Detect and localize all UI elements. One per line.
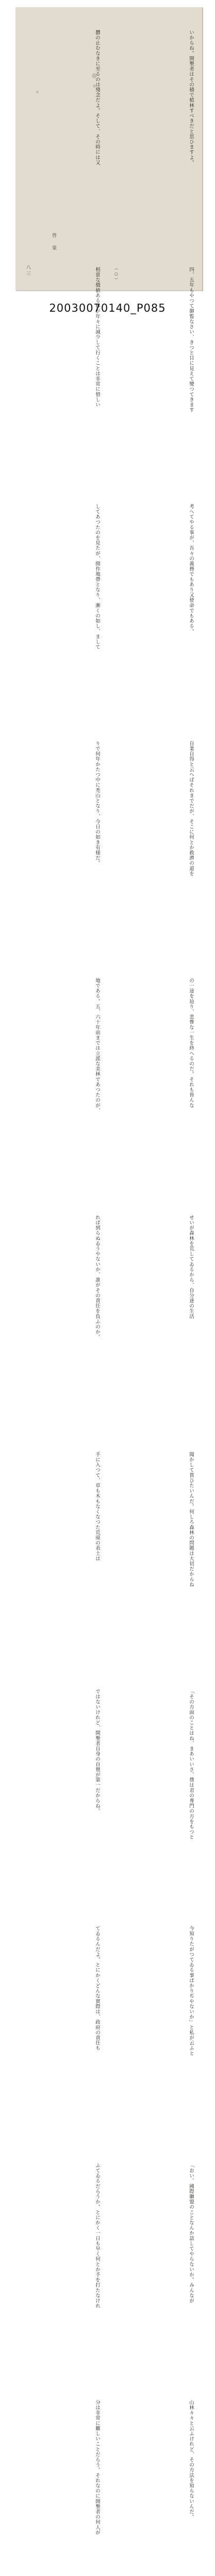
text-column: 聞かして貰ひたいんだ。何しろ森林の問題は大切だからね — [188, 1452, 194, 1587]
text-column: れば到らぬゐうやないか、誰がその責任を負ふのか。 — [94, 1215, 100, 1340]
text-column: ではないけれど、開墾者自身の自覺が第一だからね。 — [94, 1689, 100, 1814]
text-column: 地である。五、六十年前までは立派な美林であつたのが、 — [94, 978, 100, 1113]
text-column: 相當な價値ある林が年々に減少して行くことは非常に惜しい — [94, 267, 100, 408]
text-column: 手に入つて、草も木もなくなつた荒廃の表土は — [94, 1452, 100, 1562]
text-block-right — [187, 30, 195, 2576]
text-column: 「おい、國際聯盟のことなんか話してやらないか。みんなが — [188, 2163, 194, 2303]
text-column: 分は非常に難しいことだらう。それなのに開墾者の何人が — [94, 2400, 100, 2535]
text-column: りで何年かたつ中に禿山となり、今日の如き有様だ。 — [94, 741, 100, 866]
text-column: 「その方面のことはね、まあいいさ、僕は君の專門の方をもつと — [188, 1689, 194, 1840]
running-head: 啓 蒙 — [51, 233, 56, 251]
text-column: 四、五年もやつて御覧なさい、きつと目に見えて變つてきます — [188, 267, 194, 413]
text-block-left — [93, 30, 101, 2576]
page-number: 八三 — [25, 265, 30, 277]
text-column: の一途を辿り、悲慘な一生を終へるのだ。それも皆んな — [188, 978, 194, 1108]
text-column: ふてゐるだらうか。とにかく一日も早く何とか手を打たなけれ — [94, 2163, 100, 2309]
text-column: 山林々々と云ふけれど、その方法を知らないんだ。 — [188, 2400, 194, 2520]
text-column: 自業自得と云へばそれまでだが、そこに何とか救濟の道を — [188, 741, 194, 876]
bracket-mark: （○） — [114, 266, 119, 283]
text-column: 考へてやる事が、吾々の義務でもあり又使命でもある。 — [188, 504, 194, 634]
text-column: してあつたのを見たが、開作地帶となり、漸くの如し、まして — [94, 504, 100, 650]
text-column: せいが森林を荒してゐるから、自分達の生活 — [188, 1215, 194, 1319]
stain-mark — [36, 91, 39, 93]
text-column: いからね。開墾者はその積で植林すべきだと思ひますよ。 — [188, 30, 194, 165]
text-column: てゐるんだよ。とにかくどんな實際は、政府の責任も — [94, 1926, 100, 2051]
text-column: 欝の止むなきに至るのは殘念だよ。そして、その時には又 — [94, 30, 100, 165]
image-caption: 20030070140_P085 — [49, 302, 166, 314]
text-column: 今知りたがつてゐる事ばかりぢやないか」と私が云ふと — [188, 1926, 194, 2056]
